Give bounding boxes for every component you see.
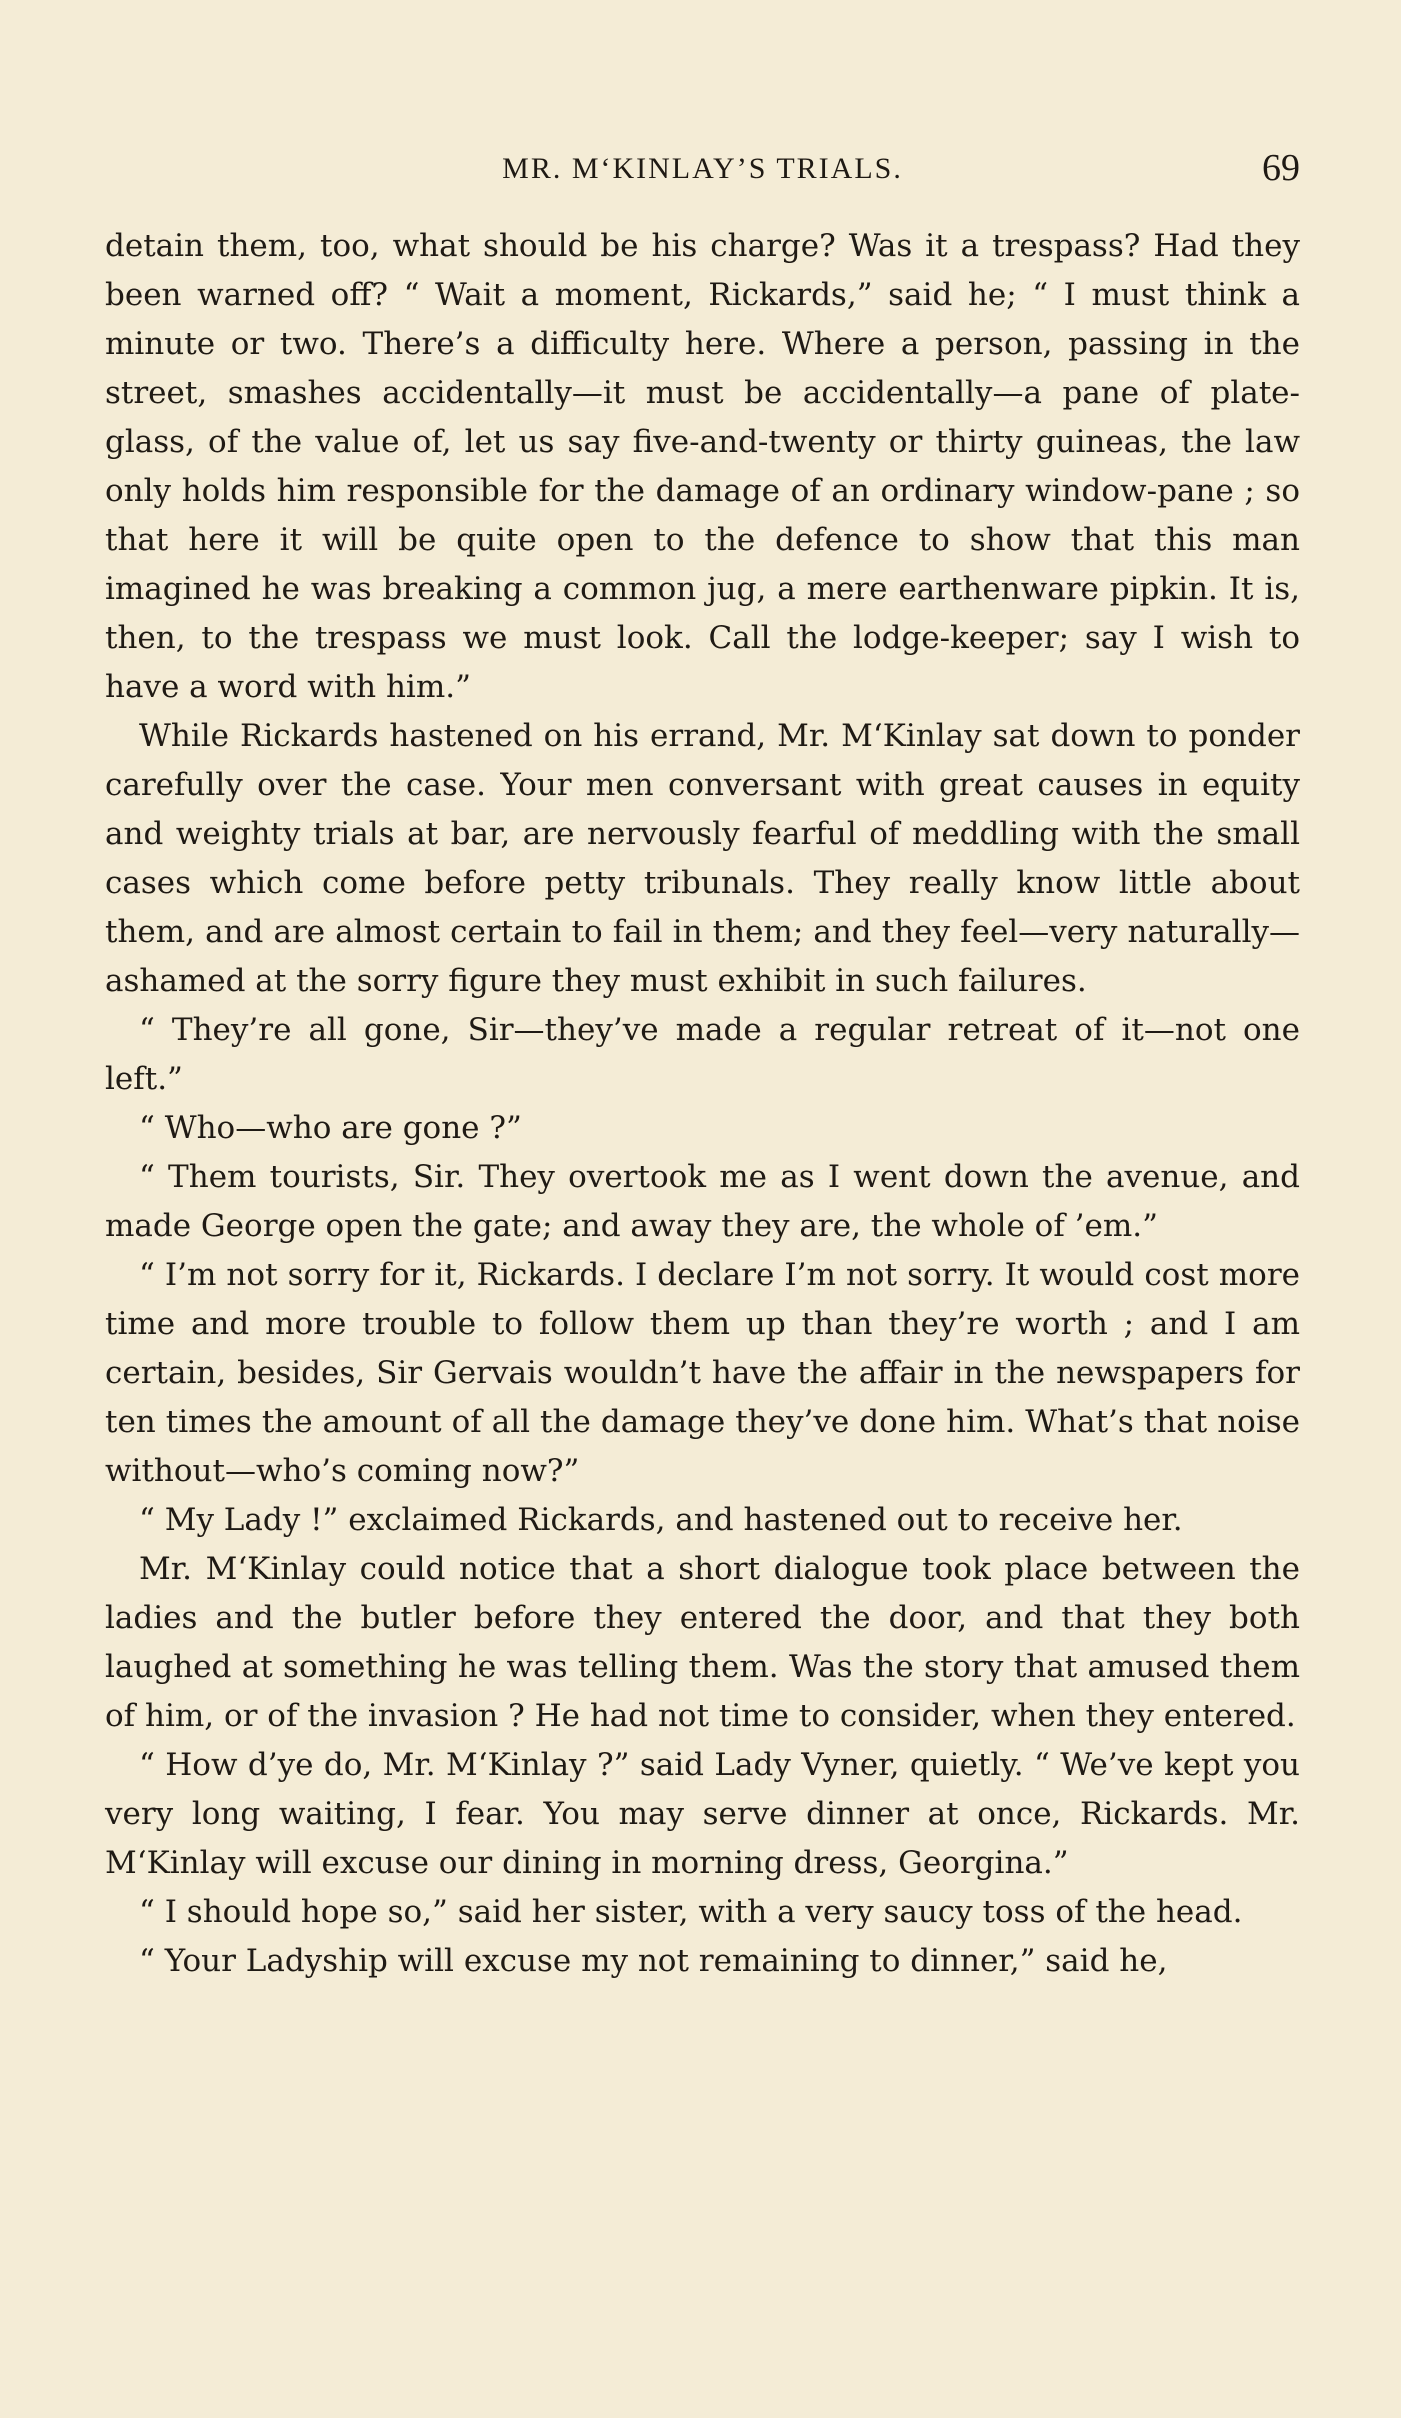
paragraph-3: “ They’re all gone, Sir—they’ve made a regular retreat of it—not one left.”: [105, 1012, 1300, 1097]
paragraph-11: “ Your Ladyship will excuse my not remaining to dinner,” said he,: [139, 1943, 1168, 1979]
paragraph-7: “ My Lady !” exclaimed Rickards, and hastened out to receive her.: [139, 1502, 1183, 1538]
running-title: MR. M‘KINLAY’S TRIALS.: [502, 152, 903, 185]
page-number: 69: [1262, 147, 1300, 189]
paragraph-4: “ Who—who are gone ?”: [139, 1110, 522, 1146]
running-head: [105, 140, 1300, 188]
paragraph-1: detain them, too, what should be his charge? Was it a trespass? Had they been warned off? “ Wait a moment, Rickards,” said he; “ I must think a minute or two. There’s a difficulty here. Where a person, passing in the street, smashes accidentally—it must be accidentally—a pane of plate-glass, of the value of, let us say five-and-twenty or thirty guineas, the law only holds him responsible for the damage of an ordinary window-pane ; so that here it will be quite open to the defence to show that this man imagined he was breaking a common jug, a mere earthenware pipkin. It is, then, to the trespass we must look. Call the lodge-keeper; say I wish to have a word with him.”: [105, 228, 1300, 705]
paragraph-8: Mr. M‘Kinlay could notice that a short dialogue took place between the ladies and the butler before they entered the door, and that they both laughed at something he was telling them. Was the story that amused them of him, or of the invasion ? He had not time to consider, when they entered.: [105, 1551, 1300, 1734]
paragraph-2: While Rickards hastened on his errand, Mr. M‘Kinlay sat down to ponder carefully over the case. Your men conversant with great causes in equity and weighty trials at bar, are nervously fearful of meddling with the small cases which come before petty tribunals. They really know little about them, and are almost certain to fail in them; and they feel—very naturally—ashamed at the sorry figure they must exhibit in such failures.: [105, 718, 1300, 999]
paragraph-10: “ I should hope so,” said her sister, with a very saucy toss of the head.: [139, 1894, 1243, 1930]
paragraph-9: “ How d’ye do, Mr. M‘Kinlay ?” said Lady Vyner, quietly. “ We’ve kept you very long waiting, I fear. You may serve dinner at once, Rickards. Mr. M‘Kinlay will excuse our dining in morning dress, Georgina.”: [105, 1747, 1300, 1881]
paragraph-6: “ I’m not sorry for it, Rickards. I declare I’m not sorry. It would cost more time and more trouble to follow them up than they’re worth ; and I am certain, besides, Sir Gervais wouldn’t have the affair in the newspapers for ten times the amount of all the damage they’ve done him. What’s that noise without—who’s coming now?”: [105, 1257, 1300, 1489]
paragraph-5: “ Them tourists, Sir. They overtook me as I went down the avenue, and made George open the gate; and away they are, the whole of ’em.”: [105, 1159, 1300, 1244]
body-text: [105, 222, 1300, 1986]
